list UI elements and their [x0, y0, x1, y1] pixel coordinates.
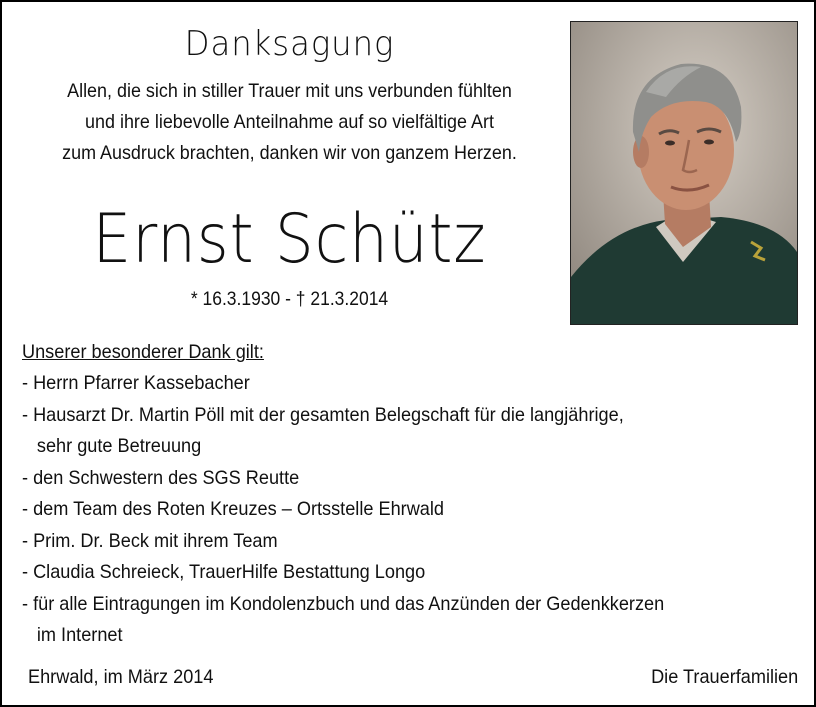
list-item: - Prim. Dr. Beck mit ihrem Team [22, 529, 278, 552]
life-dates: * 16.3.1930 - † 21.3.2014 [190, 289, 389, 310]
list-item: - Claudia Schreieck, TrauerHilfe Bestattung Longo [22, 561, 426, 583]
portrait-photo [570, 21, 798, 325]
list-item: - Hausarzt Dr. Martin Pöll mit der gesamten Belegschaft für die langjährige, [22, 403, 624, 426]
list-item: - den Schwestern des SGS Reutte [22, 466, 300, 489]
intro-text [25, 76, 554, 169]
list-item-text: im Internet [36, 624, 123, 646]
list-item: - für alle Eintragungen im Kondolenzbuch und das Anzünden der Gedenkkerzen [22, 592, 665, 615]
list-item-continuation [22, 620, 738, 652]
thanks-list [22, 368, 738, 652]
list-item: - Herrn Pfarrer Kassebacher [22, 372, 250, 394]
list-item-continuation [22, 431, 738, 463]
list-item: - dem Team des Roten Kreuzes – Ortsstelle Ehrwald [22, 498, 445, 520]
list-item-text: sehr gute Betreuung [36, 435, 202, 457]
intro-line: Allen, die sich in stiller Trauer mit uns verbunden fühlten [67, 80, 512, 102]
notice-title: Danksagung [184, 24, 395, 64]
signature: Die Trauerfamilien [650, 666, 798, 688]
intro-line: und ihre liebevolle Anteilnahme auf so vielfältige Art [85, 111, 494, 133]
intro-line: zum Ausdruck brachten, danken wir von ganzem Herzen. [62, 142, 517, 164]
thanks-header: Unserer besonderer Dank gilt: [22, 341, 264, 363]
deceased-name: Ernst Schütz [92, 200, 487, 279]
portrait-image [571, 22, 797, 324]
place-date: Ehrwald, im März 2014 [28, 666, 214, 688]
